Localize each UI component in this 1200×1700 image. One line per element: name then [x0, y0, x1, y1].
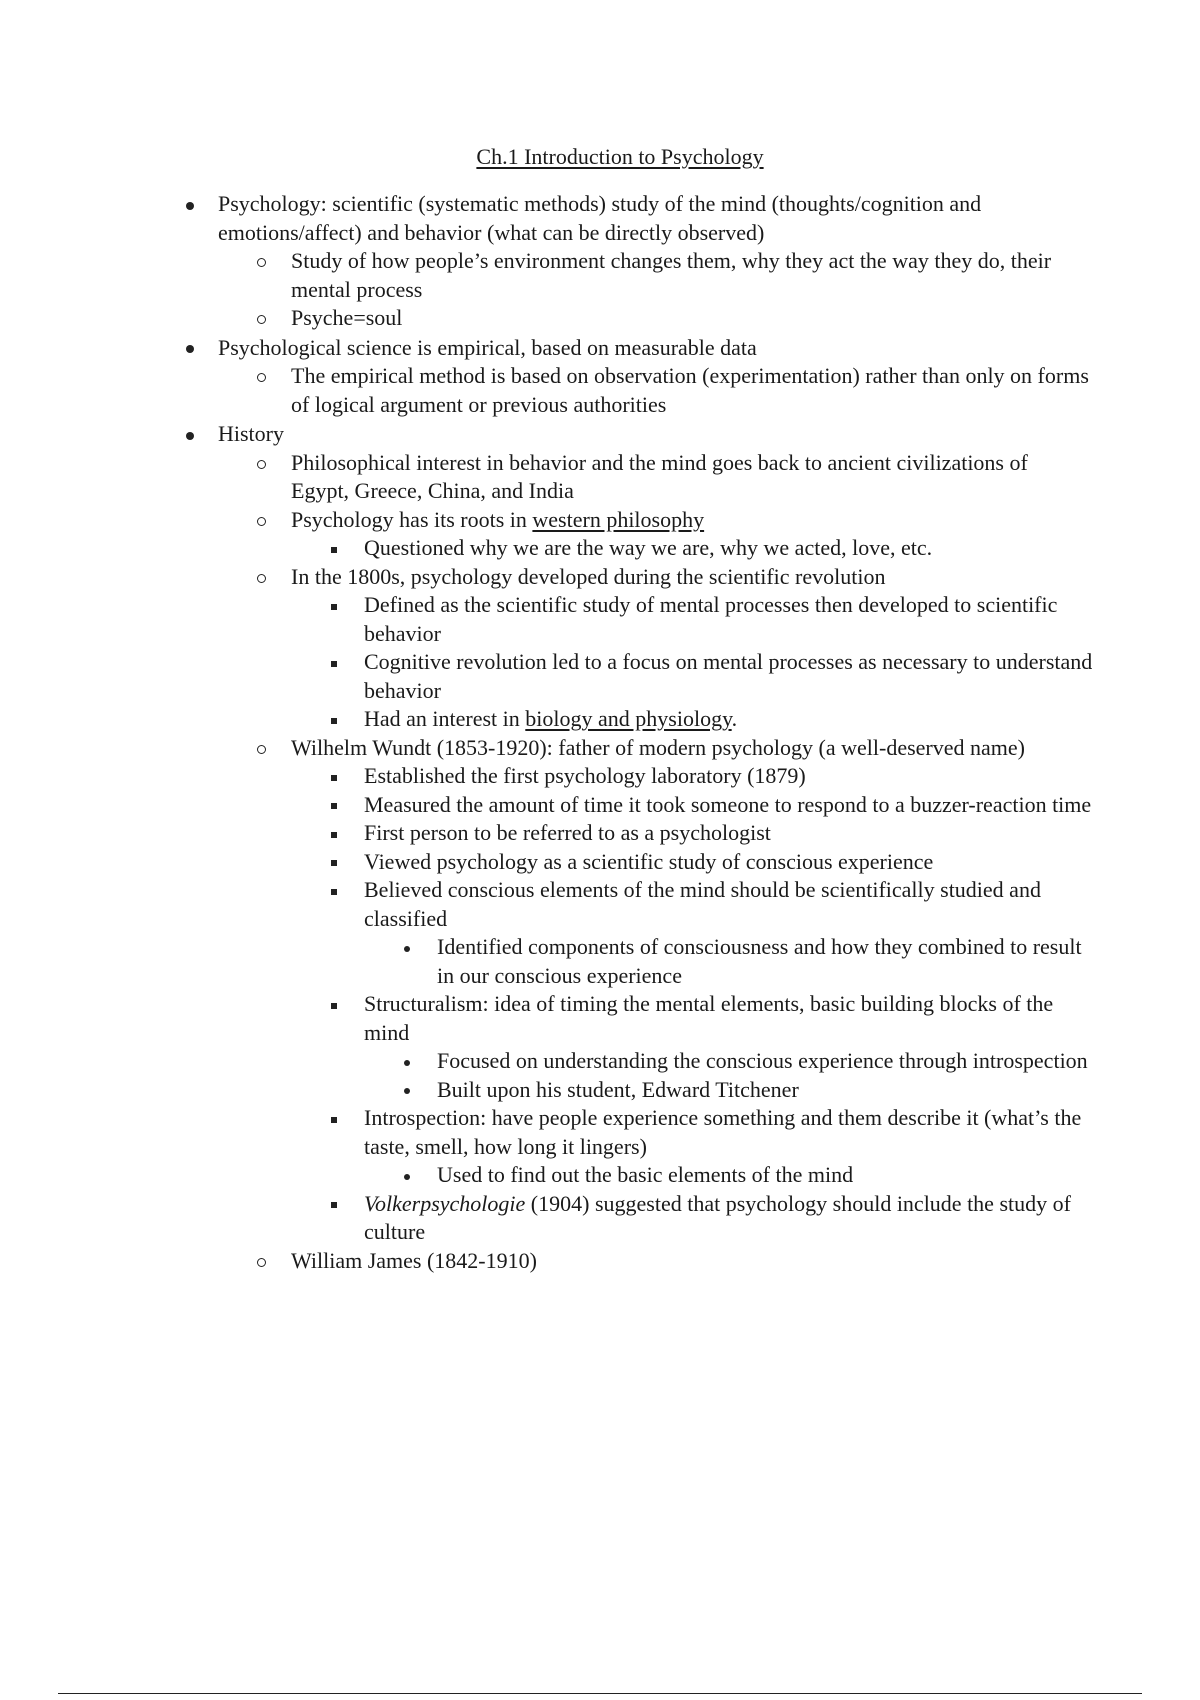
square-bullet-icon — [328, 705, 340, 734]
list-item-text: . — [731, 706, 738, 731]
square-bullet-icon — [328, 762, 340, 791]
list-item-text: William James (1842-1910) — [291, 1247, 537, 1273]
list-item — [291, 506, 1091, 535]
hollow-bullet-icon — [255, 563, 267, 592]
list-item-text: Built upon his student, Edward Titchener — [437, 1076, 799, 1102]
list-item — [364, 762, 1094, 791]
hollow-bullet-icon — [255, 247, 267, 276]
list-item — [437, 1076, 1097, 1105]
list-item-text: Study of how people’s environment changes them, why they act the way they do, their mental process — [291, 248, 1052, 302]
square-bullet-icon — [328, 648, 340, 677]
list-item-text: Psychology has its roots in — [291, 506, 533, 532]
filled-bullet-icon — [401, 1076, 413, 1105]
list-item — [218, 334, 1078, 363]
list-item — [364, 1190, 1094, 1247]
list-item-text: Psychological science is empirical, based on measurable data — [218, 334, 757, 360]
list-item-text: Identified components of consciousness and how they combined to result in our conscious experience — [437, 934, 1082, 988]
list-item-text: Philosophical interest in behavior and the mind goes back to ancient civilizations of Egypt, Greece, China, and India — [291, 449, 1028, 503]
list-item-text: Introspection: have people experience something and them describe it (what’s the taste, smell, how long it lingers) — [364, 1105, 1082, 1159]
filled-bullet-icon — [184, 334, 196, 363]
list-item — [364, 705, 1094, 734]
list-item-text: Used to find out the basic elements of the mind — [437, 1162, 854, 1187]
list-item — [364, 990, 1094, 1047]
list-item — [364, 876, 1094, 933]
list-item — [291, 1247, 1091, 1276]
list-item — [437, 1047, 1097, 1076]
list-item — [364, 848, 1094, 877]
list-item — [218, 420, 1078, 449]
filled-bullet-icon — [184, 420, 196, 449]
square-bullet-icon — [328, 534, 340, 563]
square-bullet-icon — [328, 1190, 340, 1219]
hollow-bullet-icon — [255, 449, 267, 478]
list-item — [437, 1161, 1097, 1190]
list-item-text: The empirical method is based on observation (experimentation) rather than only on forms of logical argument or previous authorities — [291, 363, 1089, 417]
underlined-phrase: biology and physiology — [525, 706, 732, 731]
list-item-text: Structuralism: idea of timing the mental elements, basic building blocks of the mind — [364, 991, 1054, 1045]
list-item-text: Wilhelm Wundt (1853-1920): father of modern psychology (a well-deserved name) — [291, 734, 1025, 760]
notes-list — [0, 190, 1200, 1275]
list-item — [291, 362, 1091, 419]
list-item-text: Cognitive revolution led to a focus on mental processes as necessary to understand behavior — [364, 649, 1093, 703]
list-item-text: (1904) suggested that psychology should include the study of culture — [364, 1190, 1071, 1244]
square-bullet-icon — [328, 848, 340, 877]
page-title: Ch.1 Introduction to Psychology — [476, 144, 764, 169]
list-item — [291, 247, 1091, 304]
list-item — [364, 1104, 1094, 1161]
filled-bullet-icon — [401, 933, 413, 962]
list-item-text: Established the first psychology laboratory (1879) — [364, 763, 806, 788]
list-item — [291, 304, 1091, 333]
list-item-text: Focused on understanding the conscious experience through introspection — [437, 1048, 1088, 1073]
list-item — [291, 563, 1091, 592]
square-bullet-icon — [328, 1104, 340, 1133]
list-item-text: Viewed psychology as a scientific study of conscious experience — [364, 848, 934, 874]
hollow-bullet-icon — [255, 506, 267, 535]
list-item-text: Had an interest in — [364, 706, 526, 731]
square-bullet-icon — [328, 791, 340, 820]
hollow-bullet-icon — [255, 1247, 267, 1276]
list-item — [291, 734, 1091, 763]
list-item — [364, 648, 1094, 705]
filled-bullet-icon — [184, 190, 196, 219]
filled-bullet-icon — [401, 1161, 413, 1190]
list-item — [437, 933, 1097, 990]
list-item — [291, 449, 1091, 506]
list-item-text: First person to be referred to as a psychologist — [364, 820, 771, 845]
filled-bullet-icon — [401, 1047, 413, 1076]
italic-term: Volkerpsychologie — [364, 1190, 526, 1216]
list-item-text: Psyche=soul — [291, 305, 403, 330]
underlined-phrase: western philosophy — [532, 506, 705, 532]
list-item — [364, 791, 1094, 820]
list-item-text: Defined as the scientific study of mental processes then developed to scientific behavior — [364, 592, 1058, 646]
list-item-text: Measured the amount of time it took someone to respond to a buzzer-reaction time — [364, 791, 1092, 817]
square-bullet-icon — [328, 990, 340, 1019]
hollow-bullet-icon — [255, 362, 267, 391]
hollow-bullet-icon — [255, 734, 267, 763]
list-item-text: Questioned why we are the way we are, why we acted, love, etc. — [364, 535, 933, 560]
list-item-text: Believed conscious elements of the mind should be scientifically studied and classified — [364, 877, 1041, 931]
list-item — [364, 534, 1094, 563]
list-item — [218, 190, 1078, 247]
list-item — [364, 591, 1094, 648]
footer-divider — [58, 1693, 1142, 1694]
list-item — [364, 819, 1094, 848]
square-bullet-icon — [328, 819, 340, 848]
list-item-text: History — [218, 421, 284, 446]
hollow-bullet-icon — [255, 304, 267, 333]
list-item-text: In the 1800s, psychology developed during the scientific revolution — [291, 563, 886, 589]
list-item-text: Psychology: scientific (systematic methods) study of the mind (thoughts/cognition and emotions/affect) and behavior (what can be directly observed) — [218, 191, 982, 245]
square-bullet-icon — [328, 876, 340, 905]
square-bullet-icon — [328, 591, 340, 620]
